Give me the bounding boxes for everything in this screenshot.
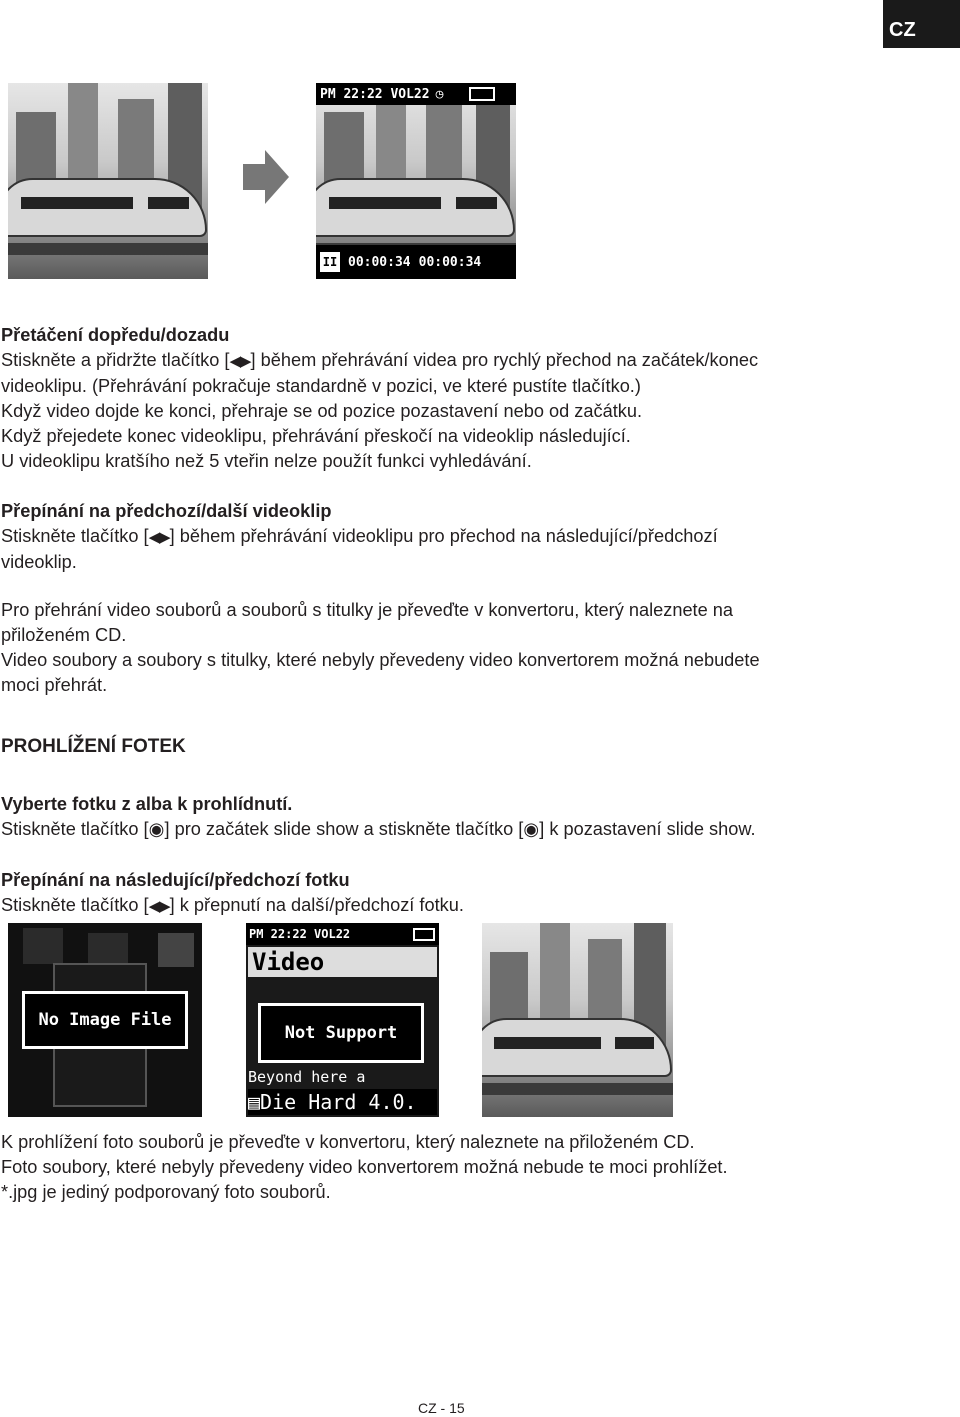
text-line: videoklipu. (Přehrávání pokračuje standardně v pozici, ve které pustíte tlačítko.) — [1, 376, 641, 396]
arrow-right-icon — [243, 150, 291, 204]
train-photo-bottom — [482, 923, 673, 1117]
screen-not-support — [246, 923, 439, 1117]
section-converter-note — [1, 598, 901, 698]
text-line: videoklip. — [1, 552, 77, 572]
section-heading: PROHLÍŽENÍ FOTEK — [1, 736, 186, 757]
text-line: Pro přehrání video souborů a souborů s titulky je převeďte v konvertoru, který naleznete na — [1, 600, 734, 620]
popup-not-support: Not Support — [258, 1003, 424, 1063]
section-fast-forward — [1, 323, 901, 474]
text-line: Když video dojde ke konci, přehraje se od pozice pozastavení nebo od začátku. — [1, 401, 643, 421]
select-button-icon: ◉ — [148, 819, 165, 839]
text-line: Stiskněte a přidržte tlačítko [◀▶] během přehrávání videa pro rychlý přechod na začátek/konec — [1, 350, 759, 370]
file-icon: ▤ — [248, 1090, 261, 1114]
osd-time-bar — [316, 245, 516, 279]
menu-title: Video — [248, 947, 437, 977]
text-line: K prohlížení foto souborů je převeďte v konvertoru, který naleznete na přiloženém CD. — [1, 1132, 695, 1152]
section-photo-notes — [1, 1130, 901, 1205]
section-switch-clip — [1, 499, 901, 575]
select-button-icon: ◉ — [523, 819, 540, 839]
text-line: Stiskněte tlačítko [◀▶] během přehrávání videoklipu pro přechod na následující/předchozí — [1, 526, 718, 546]
osd-time-total: 00:00:34 — [418, 254, 482, 270]
text-line: U videoklipu kratšího než 5 vteřin nelze použít funkci vyhledávání. — [1, 451, 532, 471]
language-tab — [883, 0, 960, 48]
text-line: Stiskněte tlačítko [◉] pro začátek slide show a stiskněte tlačítko [◉] k pozastavení slide show. — [1, 819, 756, 839]
prev-next-icon: ◀▶ — [148, 529, 170, 546]
menu-status-bar: PM 22:22 VOL22 — [246, 923, 439, 945]
text-line: přiloženém CD. — [1, 625, 127, 645]
section-photo-view — [1, 792, 901, 842]
text-line: Když přejedete konec videoklipu, přehrávání přeskočí na videoklip následující. — [1, 426, 631, 446]
menu-item-selected: ▤Die Hard 4.0. — [248, 1089, 437, 1115]
battery-icon — [469, 87, 495, 101]
battery-icon — [413, 928, 435, 941]
section-title: Přepínání na následující/předchozí fotku — [1, 870, 350, 890]
osd-status-bar — [316, 83, 516, 105]
text-line: moci přehrát. — [1, 675, 108, 695]
clock-icon: ◷ — [435, 86, 444, 102]
pause-icon: II — [320, 252, 340, 272]
prev-next-icon: ◀▶ — [148, 898, 170, 915]
train-photo-original — [8, 83, 208, 279]
section-title: Vyberte fotku z alba k prohlídnutí. — [1, 794, 293, 814]
prev-next-icon: ◀▶ — [229, 353, 251, 370]
section-title: Přetáčení dopředu/dozadu — [1, 325, 230, 345]
popup-no-image: No Image File — [22, 991, 188, 1049]
osd-status-text: PM 22:22 VOL22 — [320, 86, 430, 102]
train-photo-osd — [316, 83, 516, 279]
menu-item: Beyond here a — [248, 1068, 366, 1086]
page-number: CZ - 15 — [418, 1400, 465, 1416]
text-line: Stiskněte tlačítko [◀▶] k přepnutí na další/předchozí fotku. — [1, 895, 464, 915]
section-title: Přepínání na předchozí/další videoklip — [1, 501, 332, 521]
section-next-photo — [1, 868, 901, 919]
screen-no-image — [8, 923, 202, 1117]
language-tab-label: CZ — [889, 19, 916, 41]
text-line: *.jpg je jediný podporovaný foto souborů. — [1, 1182, 331, 1202]
osd-time-elapsed: 00:00:34 — [348, 254, 411, 270]
text-line: Foto soubory, které nebyly převedeny video konvertorem možná nebude te moci prohlížet. — [1, 1157, 728, 1177]
text-line: Video soubory a soubory s titulky, které nebyly převedeny video konvertorem možná nebudete — [1, 650, 760, 670]
